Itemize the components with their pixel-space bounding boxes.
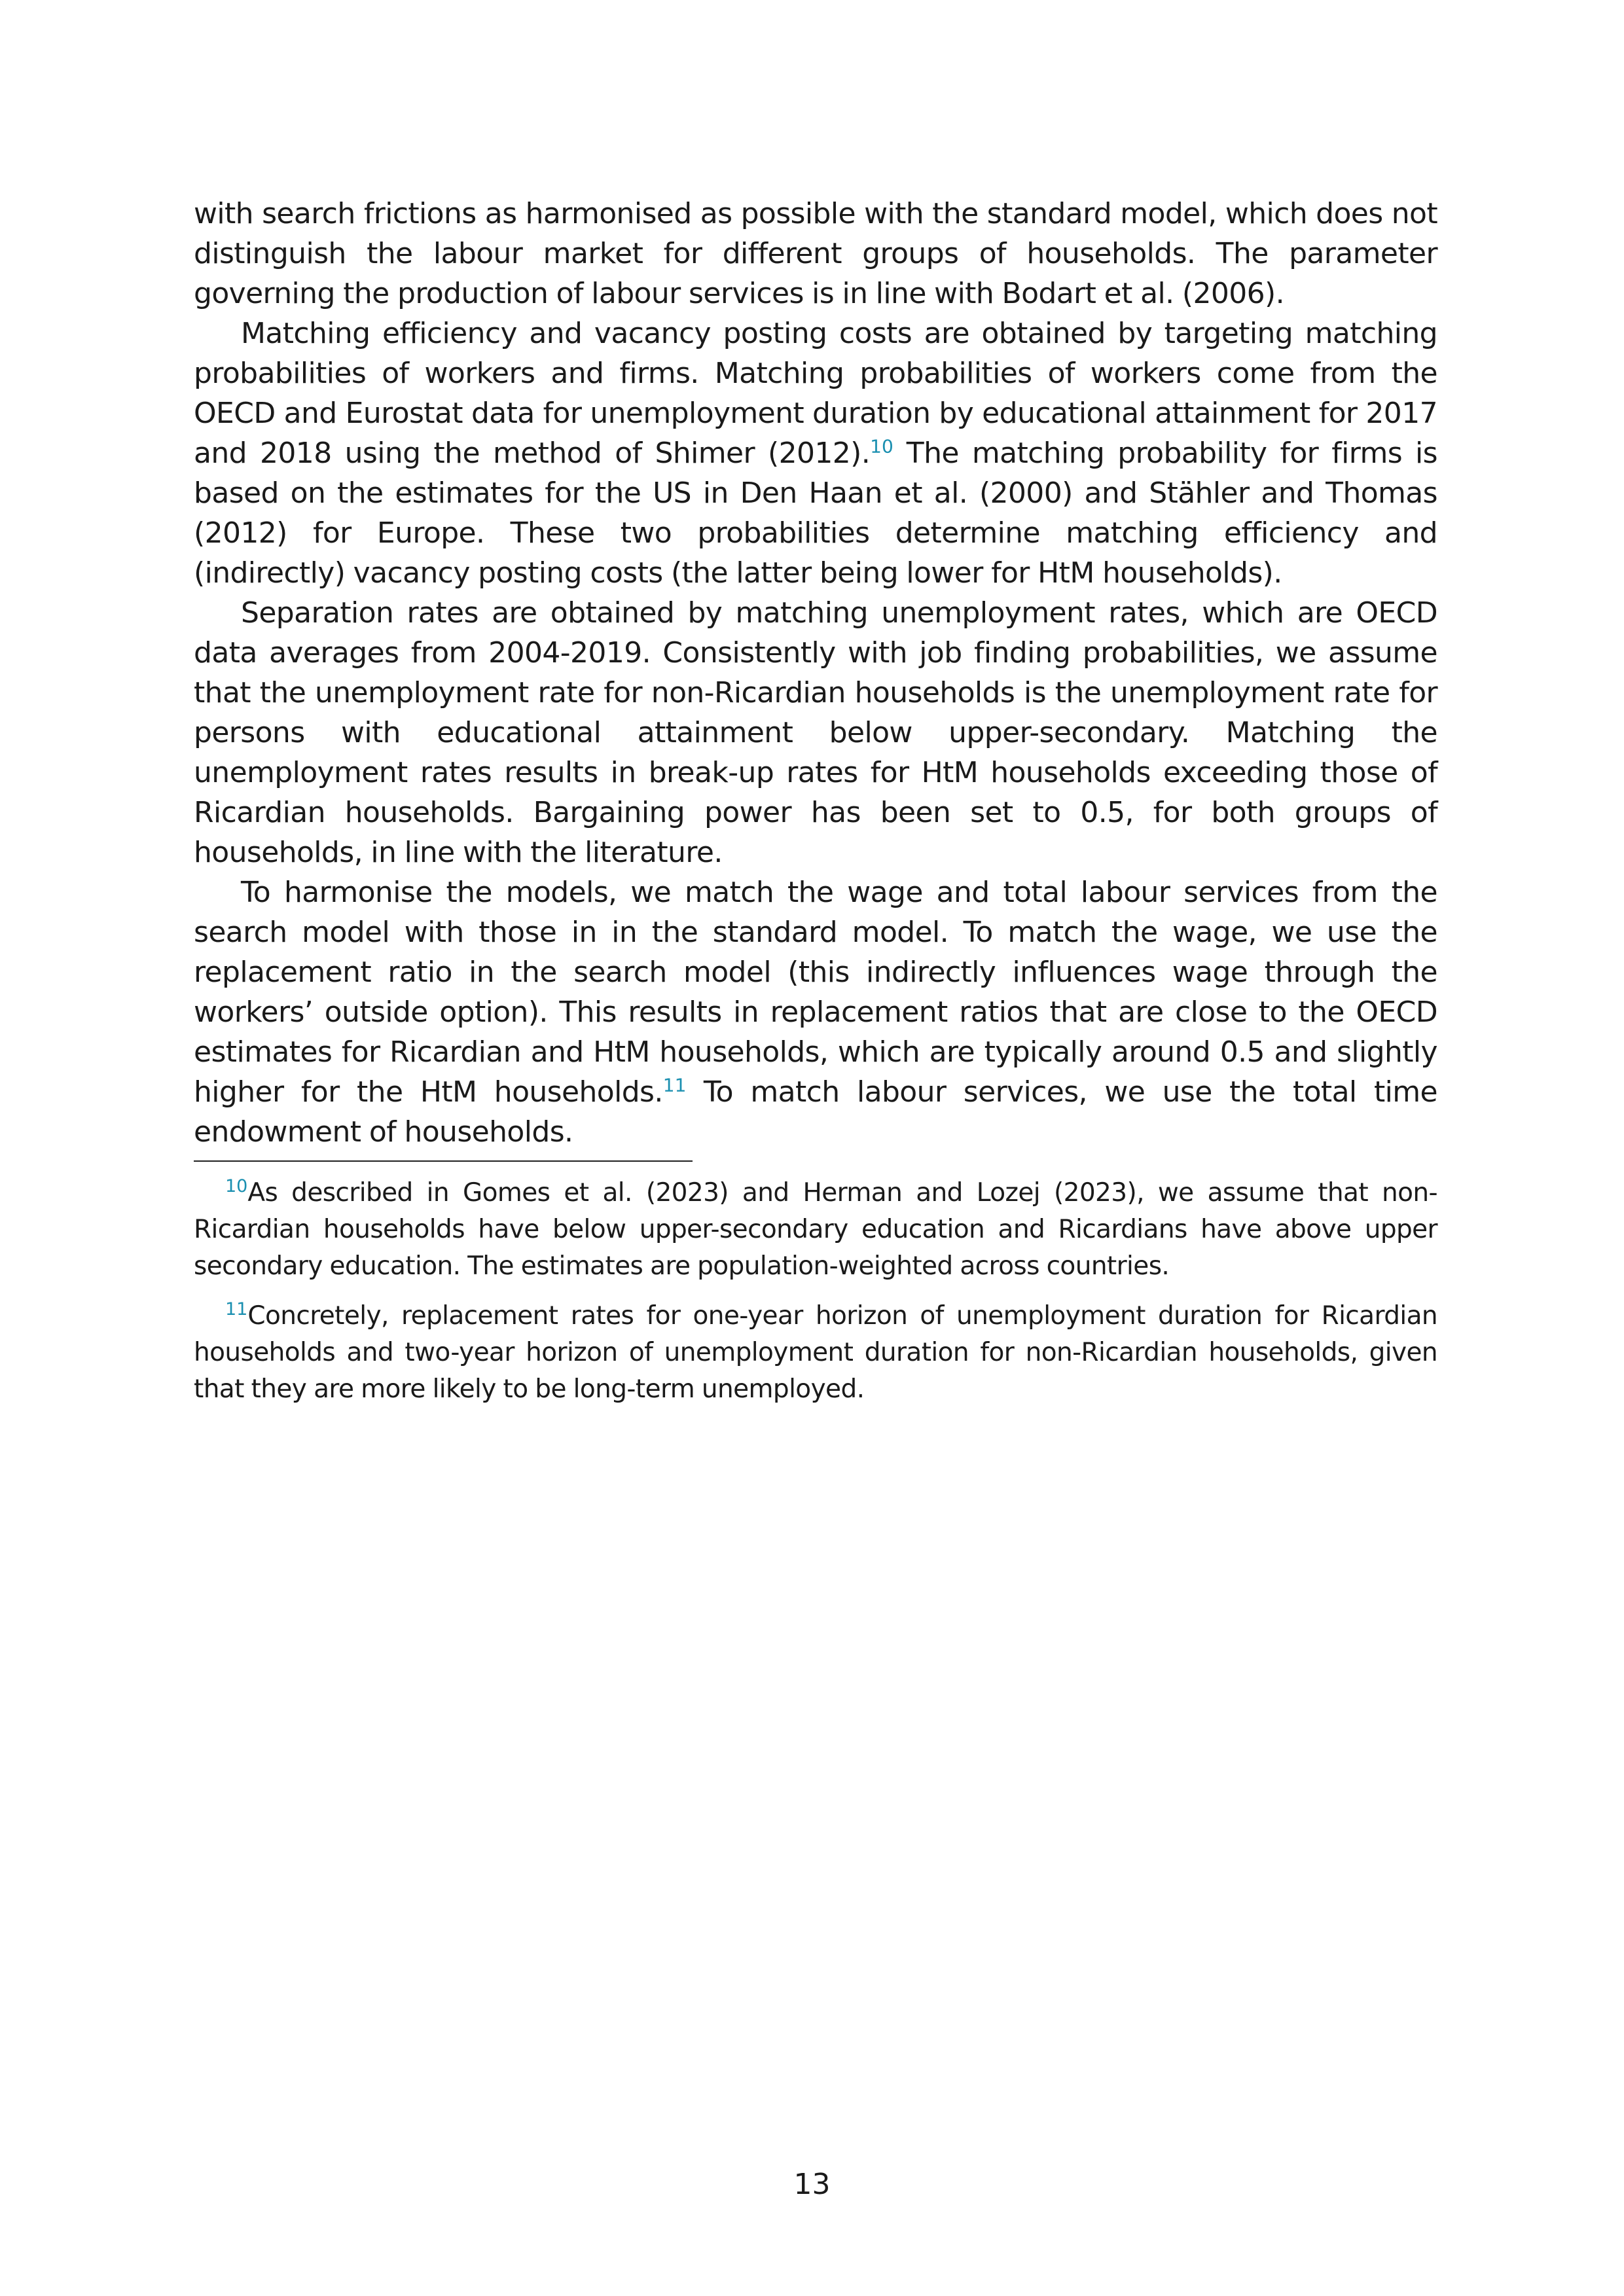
footnote-mark-10: 10 [225,1176,248,1196]
footnote-11 [194,1298,1437,1408]
paragraph-3: Separation rates are obtained by matching unemployment rates, which are OECD data averages from 2004-2019. Consistently with job finding probabilities, we assume that the unemployment rate for non-Ricardian households is the unemployment rate for persons with educational attainment below upper-secondary. Matching the unemployment rates results in break-up rates for HtM households exceeding those of Ricardian households. Bargaining power has been set to 0.5, for both groups of households, in line with the literature. [194,596,1437,869]
paragraph-4-text-a: To harmonise the models, we match the wage and total labour services from the search model with those in in the standard model. To match the wage, we use the replacement ratio in the search model (this indirectly influences wage through the workers’ outside option). This results in replacement ratios that are close to the OECD estimates for Ricardian and HtM households, which are typically around 0.5 and slightly higher for the HtM households. [194,876,1437,1109]
paragraph-4-text-b: To match labour services, we use the total time endowment of households. [194,1075,1437,1149]
paragraph-2 [194,314,1437,593]
footnote-ref-10[interactable]: 10 [870,435,893,457]
footnote-divider [194,1160,693,1162]
paragraph-2-text-b: The matching probability for firms is based on the estimates for the US in Den Haan et al. (2000) and Stähler and Thomas (2012) for Europe. These two probabilities determine matching efficiency and (indirectly) vacancy posting costs (the latter being lower for HtM households). [194,437,1438,590]
footnote-mark-11: 11 [225,1299,248,1319]
page-number: 13 [793,2168,831,2201]
paragraph-1: with search frictions as harmonised as possible with the standard model, which does not distinguish the labour market for different groups of households. The parameter governing the production of labour services is in line with Bodart et al. (2006). [194,197,1437,310]
main-text [194,194,1437,1152]
footnotes [194,1175,1437,1408]
footnote-11-text: Concretely, replacement rates for one-year horizon of unemployment duration for Ricardian households and two-year horizon of unemployment duration for non-Ricardian households, given that they are more likely to be long-term unemployed. [194,1301,1437,1404]
paragraph-4 [194,872,1437,1152]
paragraph-2-text-a: Matching efficiency and vacancy posting costs are obtained by targeting matching probabilities of workers and firms. Matching probabilities of workers come from the OECD and Eurostat data for unemployment duration by educational attainment for 2017 and 2018 using the method of Shimer (2012). [194,317,1437,470]
footnote-10-text: As described in Gomes et al. (2023) and Herman and Lozej (2023), we assume that non-Ricardian households have below upper-secondary education and Ricardians have above upper secondary education. The estimates are population-weighted across countries. [194,1178,1437,1281]
footnote-10 [194,1175,1437,1285]
footnote-ref-11[interactable]: 11 [662,1074,687,1096]
